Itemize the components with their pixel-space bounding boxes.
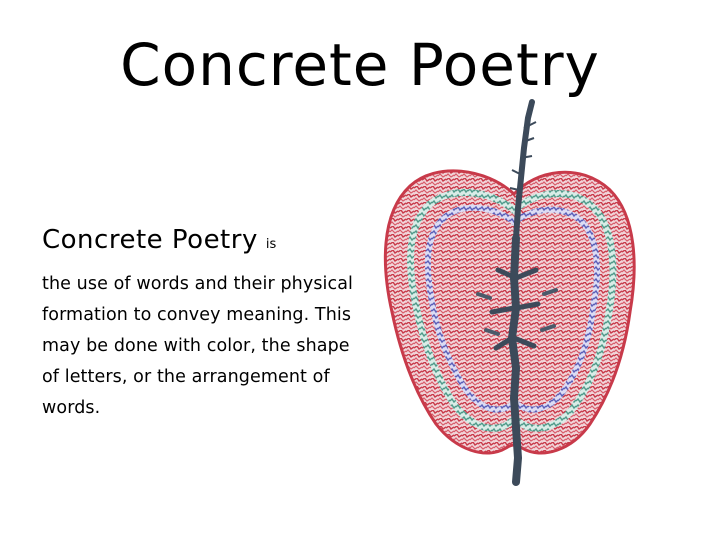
definition-text: the use of words and their physical formation to convey meaning. This may be done with color, the shape of letters, or the arrangement of words. [42, 274, 354, 418]
term-line [42, 222, 362, 263]
term-suffix: is [265, 237, 277, 252]
slide-title: Concrete Poetry [120, 31, 600, 99]
apple-drawing-icon [366, 98, 662, 526]
term: Concrete Poetry [42, 225, 258, 255]
slide-body [42, 222, 362, 424]
